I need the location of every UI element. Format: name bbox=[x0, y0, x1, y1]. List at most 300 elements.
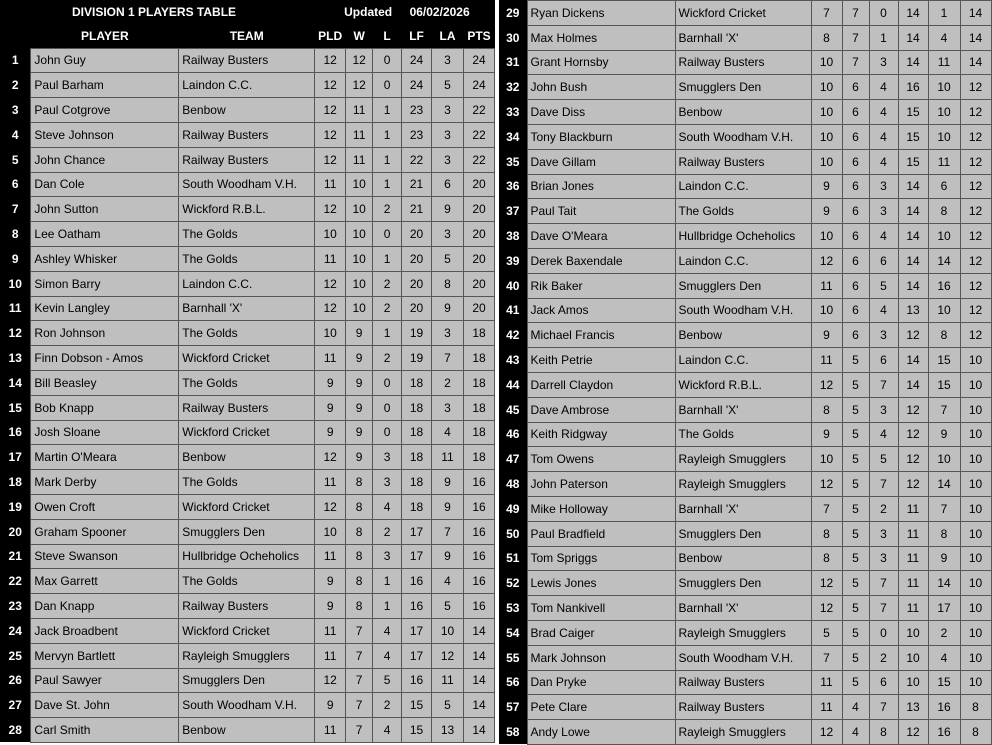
legs-for: 18 bbox=[402, 494, 432, 519]
player-name: Dan Cole bbox=[31, 172, 179, 197]
player-name: Paul Sawyer bbox=[31, 668, 179, 693]
wins-count: 9 bbox=[346, 321, 373, 346]
legs-against: 11 bbox=[432, 668, 464, 693]
table-row bbox=[0, 246, 495, 271]
losses-count: 2 bbox=[373, 693, 402, 718]
wins-count: 7 bbox=[346, 693, 373, 718]
legs-for: 18 bbox=[402, 420, 432, 445]
team-name: Rayleigh Smugglers bbox=[675, 447, 811, 472]
position-number: 35 bbox=[499, 149, 527, 174]
team-name: Railway Busters bbox=[675, 670, 811, 695]
table-row bbox=[499, 571, 991, 596]
played-count: 11 bbox=[811, 695, 842, 720]
legs-for: 13 bbox=[898, 298, 928, 323]
points: 20 bbox=[463, 197, 494, 222]
position-number: 7 bbox=[0, 197, 31, 222]
legs-for: 11 bbox=[898, 571, 928, 596]
wins-count: 8 bbox=[346, 494, 373, 519]
team-name: Barnhall 'X' bbox=[675, 397, 811, 422]
team-name: Wickford Cricket bbox=[179, 420, 315, 445]
points: 10 bbox=[960, 496, 991, 521]
col-header-team: TEAM bbox=[179, 24, 315, 48]
points: 20 bbox=[463, 296, 494, 321]
played-count: 11 bbox=[315, 544, 346, 569]
player-name: Max Garrett bbox=[31, 569, 179, 594]
position-number: 27 bbox=[0, 693, 31, 718]
position-number: 42 bbox=[499, 323, 527, 348]
wins-count: 5 bbox=[842, 496, 869, 521]
losses-count: 3 bbox=[869, 323, 898, 348]
table-row bbox=[0, 271, 495, 296]
table-row bbox=[0, 718, 495, 743]
played-count: 5 bbox=[811, 620, 842, 645]
wins-count: 8 bbox=[346, 544, 373, 569]
legs-against: 11 bbox=[928, 149, 960, 174]
team-name: South Woodham V.H. bbox=[675, 124, 811, 149]
legs-for: 16 bbox=[402, 594, 432, 619]
legs-for: 14 bbox=[898, 372, 928, 397]
position-number: 57 bbox=[499, 695, 527, 720]
played-count: 11 bbox=[315, 618, 346, 643]
col-header-pts: PTS bbox=[463, 24, 494, 48]
points: 18 bbox=[463, 445, 494, 470]
team-name: Rayleigh Smugglers bbox=[675, 720, 811, 745]
points: 12 bbox=[960, 174, 991, 199]
wins-count: 4 bbox=[842, 720, 869, 745]
wins-count: 7 bbox=[346, 618, 373, 643]
team-name: Laindon C.C. bbox=[675, 174, 811, 199]
played-count: 12 bbox=[315, 73, 346, 98]
legs-for: 20 bbox=[402, 222, 432, 247]
position-number: 25 bbox=[0, 643, 31, 668]
position-number: 19 bbox=[0, 494, 31, 519]
points: 10 bbox=[960, 546, 991, 571]
points: 10 bbox=[960, 348, 991, 373]
position-number: 55 bbox=[499, 645, 527, 670]
legs-for: 14 bbox=[898, 1, 928, 26]
table-row bbox=[0, 73, 495, 98]
team-name: The Golds bbox=[179, 246, 315, 271]
points: 12 bbox=[960, 124, 991, 149]
col-header-pld: PLD bbox=[315, 24, 346, 48]
team-name: Railway Busters bbox=[179, 122, 315, 147]
wins-count: 10 bbox=[346, 246, 373, 271]
updated-date: 06/02/2026 bbox=[402, 0, 495, 24]
table-row bbox=[499, 620, 991, 645]
player-name: Carl Smith bbox=[31, 718, 179, 743]
legs-against: 3 bbox=[432, 122, 464, 147]
losses-count: 4 bbox=[869, 298, 898, 323]
position-number: 6 bbox=[0, 172, 31, 197]
played-count: 8 bbox=[811, 25, 842, 50]
position-number: 34 bbox=[499, 124, 527, 149]
losses-count: 4 bbox=[869, 75, 898, 100]
points: 10 bbox=[960, 670, 991, 695]
wins-count: 9 bbox=[346, 370, 373, 395]
legs-against: 16 bbox=[928, 695, 960, 720]
points: 24 bbox=[463, 48, 494, 73]
player-name: Lewis Jones bbox=[527, 571, 675, 596]
legs-for: 15 bbox=[402, 718, 432, 743]
player-name: Tom Owens bbox=[527, 447, 675, 472]
right-standings-panel bbox=[499, 0, 992, 739]
position-number: 10 bbox=[0, 271, 31, 296]
legs-against: 14 bbox=[928, 571, 960, 596]
played-count: 10 bbox=[811, 124, 842, 149]
losses-count: 5 bbox=[869, 447, 898, 472]
team-name: Railway Busters bbox=[179, 48, 315, 73]
legs-against: 4 bbox=[928, 645, 960, 670]
legs-for: 20 bbox=[402, 271, 432, 296]
player-name: Max Holmes bbox=[527, 25, 675, 50]
position-number: 38 bbox=[499, 224, 527, 249]
played-count: 9 bbox=[315, 594, 346, 619]
legs-against: 8 bbox=[928, 323, 960, 348]
points: 24 bbox=[463, 73, 494, 98]
legs-against: 14 bbox=[928, 472, 960, 497]
points: 12 bbox=[960, 273, 991, 298]
table-row bbox=[0, 445, 495, 470]
position-number: 18 bbox=[0, 470, 31, 495]
points: 18 bbox=[463, 346, 494, 371]
team-name: Smugglers Den bbox=[675, 571, 811, 596]
legs-against: 13 bbox=[432, 718, 464, 743]
table-row bbox=[499, 720, 991, 745]
legs-against: 11 bbox=[432, 445, 464, 470]
team-name: The Golds bbox=[179, 569, 315, 594]
wins-count: 5 bbox=[842, 397, 869, 422]
losses-count: 0 bbox=[373, 222, 402, 247]
wins-count: 5 bbox=[842, 521, 869, 546]
wins-count: 5 bbox=[842, 546, 869, 571]
legs-against: 7 bbox=[928, 397, 960, 422]
table-row bbox=[0, 420, 495, 445]
legs-for: 11 bbox=[898, 521, 928, 546]
team-name: Benbow bbox=[675, 546, 811, 571]
team-name: Benbow bbox=[179, 718, 315, 743]
legs-for: 14 bbox=[898, 224, 928, 249]
col-header-l: L bbox=[373, 24, 402, 48]
player-name: Derek Baxendale bbox=[527, 248, 675, 273]
played-count: 12 bbox=[315, 445, 346, 470]
legs-for: 18 bbox=[402, 370, 432, 395]
table-row bbox=[499, 248, 991, 273]
losses-count: 4 bbox=[869, 100, 898, 125]
table-row bbox=[0, 172, 495, 197]
legs-against: 10 bbox=[432, 618, 464, 643]
losses-count: 8 bbox=[869, 720, 898, 745]
played-count: 11 bbox=[315, 346, 346, 371]
points: 20 bbox=[463, 172, 494, 197]
legs-against: 15 bbox=[928, 372, 960, 397]
position-number: 39 bbox=[499, 248, 527, 273]
column-header-row bbox=[0, 24, 495, 48]
team-name: South Woodham V.H. bbox=[675, 645, 811, 670]
table-row bbox=[0, 122, 495, 147]
team-name: Railway Busters bbox=[179, 594, 315, 619]
points: 8 bbox=[960, 695, 991, 720]
position-number: 13 bbox=[0, 346, 31, 371]
legs-against: 11 bbox=[928, 50, 960, 75]
player-name: Dave O'Meara bbox=[527, 224, 675, 249]
legs-for: 17 bbox=[402, 618, 432, 643]
team-name: Wickford Cricket bbox=[675, 1, 811, 26]
losses-count: 1 bbox=[373, 246, 402, 271]
losses-count: 3 bbox=[869, 397, 898, 422]
points: 10 bbox=[960, 422, 991, 447]
team-name: The Golds bbox=[675, 199, 811, 224]
points: 14 bbox=[960, 50, 991, 75]
team-name: Smugglers Den bbox=[675, 75, 811, 100]
legs-against: 8 bbox=[432, 271, 464, 296]
legs-against: 8 bbox=[928, 521, 960, 546]
points: 12 bbox=[960, 75, 991, 100]
player-name: Tony Blackburn bbox=[527, 124, 675, 149]
losses-count: 6 bbox=[869, 248, 898, 273]
table-row bbox=[0, 668, 495, 693]
table-row bbox=[0, 147, 495, 172]
legs-for: 14 bbox=[898, 174, 928, 199]
points: 14 bbox=[463, 618, 494, 643]
losses-count: 1 bbox=[373, 98, 402, 123]
legs-for: 24 bbox=[402, 48, 432, 73]
legs-against: 6 bbox=[928, 174, 960, 199]
team-name: Hullbridge Ocheholics bbox=[179, 544, 315, 569]
played-count: 10 bbox=[315, 519, 346, 544]
legs-against: 15 bbox=[928, 670, 960, 695]
player-name: Steve Johnson bbox=[31, 122, 179, 147]
played-count: 7 bbox=[811, 1, 842, 26]
points: 16 bbox=[463, 594, 494, 619]
position-number: 3 bbox=[0, 98, 31, 123]
played-count: 9 bbox=[315, 693, 346, 718]
player-name: Mike Holloway bbox=[527, 496, 675, 521]
points: 12 bbox=[960, 224, 991, 249]
losses-count: 1 bbox=[373, 321, 402, 346]
player-name: Martin O'Meara bbox=[31, 445, 179, 470]
table-row bbox=[0, 370, 495, 395]
losses-count: 5 bbox=[869, 273, 898, 298]
losses-count: 4 bbox=[373, 643, 402, 668]
team-name: Barnhall 'X' bbox=[675, 25, 811, 50]
legs-for: 12 bbox=[898, 472, 928, 497]
player-name: Bob Knapp bbox=[31, 395, 179, 420]
right-standings-table bbox=[499, 0, 992, 745]
table-row bbox=[499, 670, 991, 695]
team-name: Benbow bbox=[675, 100, 811, 125]
position-number: 2 bbox=[0, 73, 31, 98]
position-number: 14 bbox=[0, 370, 31, 395]
table-row bbox=[499, 422, 991, 447]
player-name: Lee Oatham bbox=[31, 222, 179, 247]
table-row bbox=[499, 472, 991, 497]
wins-count: 8 bbox=[346, 569, 373, 594]
losses-count: 3 bbox=[869, 521, 898, 546]
points: 14 bbox=[960, 1, 991, 26]
player-name: Mark Derby bbox=[31, 470, 179, 495]
player-name: Pete Clare bbox=[527, 695, 675, 720]
losses-count: 7 bbox=[869, 472, 898, 497]
legs-for: 17 bbox=[402, 544, 432, 569]
legs-for: 12 bbox=[898, 720, 928, 745]
losses-count: 1 bbox=[869, 25, 898, 50]
legs-against: 7 bbox=[432, 519, 464, 544]
legs-against: 3 bbox=[432, 222, 464, 247]
legs-for: 21 bbox=[402, 172, 432, 197]
player-name: John Bush bbox=[527, 75, 675, 100]
player-name: Michael Francis bbox=[527, 323, 675, 348]
legs-for: 12 bbox=[898, 323, 928, 348]
team-name: Rayleigh Smugglers bbox=[179, 643, 315, 668]
position-number: 58 bbox=[499, 720, 527, 745]
wins-count: 11 bbox=[346, 98, 373, 123]
legs-for: 11 bbox=[898, 496, 928, 521]
position-number: 48 bbox=[499, 472, 527, 497]
position-number: 40 bbox=[499, 273, 527, 298]
wins-count: 10 bbox=[346, 172, 373, 197]
legs-for: 21 bbox=[402, 197, 432, 222]
player-name: Jack Amos bbox=[527, 298, 675, 323]
legs-for: 14 bbox=[898, 25, 928, 50]
points: 14 bbox=[463, 693, 494, 718]
legs-for: 20 bbox=[402, 246, 432, 271]
played-count: 10 bbox=[811, 224, 842, 249]
player-name: Dave Ambrose bbox=[527, 397, 675, 422]
team-name: The Golds bbox=[675, 422, 811, 447]
table-row bbox=[499, 496, 991, 521]
position-number: 24 bbox=[0, 618, 31, 643]
player-name: Ron Johnson bbox=[31, 321, 179, 346]
played-count: 12 bbox=[315, 98, 346, 123]
losses-count: 5 bbox=[373, 668, 402, 693]
wins-count: 12 bbox=[346, 48, 373, 73]
position-number: 31 bbox=[499, 50, 527, 75]
wins-count: 10 bbox=[346, 271, 373, 296]
team-name: Laindon C.C. bbox=[675, 348, 811, 373]
table-row bbox=[499, 100, 991, 125]
losses-count: 0 bbox=[373, 48, 402, 73]
team-name: Wickford R.B.L. bbox=[675, 372, 811, 397]
table-row bbox=[499, 521, 991, 546]
player-name: Tom Nankivell bbox=[527, 596, 675, 621]
table-row bbox=[0, 48, 495, 73]
team-name: Laindon C.C. bbox=[675, 248, 811, 273]
played-count: 12 bbox=[315, 271, 346, 296]
points: 10 bbox=[960, 472, 991, 497]
player-name: John Guy bbox=[31, 48, 179, 73]
table-row bbox=[499, 298, 991, 323]
team-name: Benbow bbox=[179, 445, 315, 470]
played-count: 9 bbox=[315, 569, 346, 594]
position-number: 44 bbox=[499, 372, 527, 397]
wins-count: 6 bbox=[842, 248, 869, 273]
losses-count: 0 bbox=[373, 395, 402, 420]
points: 22 bbox=[463, 147, 494, 172]
legs-for: 23 bbox=[402, 122, 432, 147]
position-number: 30 bbox=[499, 25, 527, 50]
wins-count: 9 bbox=[346, 346, 373, 371]
player-name: Mark Johnson bbox=[527, 645, 675, 670]
player-name: Finn Dobson - Amos bbox=[31, 346, 179, 371]
wins-count: 6 bbox=[842, 199, 869, 224]
losses-count: 0 bbox=[373, 420, 402, 445]
played-count: 10 bbox=[315, 222, 346, 247]
team-name: The Golds bbox=[179, 321, 315, 346]
legs-against: 2 bbox=[928, 620, 960, 645]
player-name: Kevin Langley bbox=[31, 296, 179, 321]
player-name: Dave St. John bbox=[31, 693, 179, 718]
legs-against: 4 bbox=[432, 569, 464, 594]
played-count: 9 bbox=[811, 323, 842, 348]
points: 10 bbox=[960, 372, 991, 397]
played-count: 11 bbox=[811, 348, 842, 373]
losses-count: 4 bbox=[869, 422, 898, 447]
player-name: John Paterson bbox=[527, 472, 675, 497]
legs-against: 4 bbox=[432, 420, 464, 445]
legs-for: 18 bbox=[402, 470, 432, 495]
legs-against: 9 bbox=[432, 544, 464, 569]
points: 18 bbox=[463, 370, 494, 395]
table-row bbox=[499, 546, 991, 571]
points: 10 bbox=[960, 521, 991, 546]
table-row bbox=[499, 149, 991, 174]
wins-count: 6 bbox=[842, 174, 869, 199]
team-name: Rayleigh Smugglers bbox=[675, 620, 811, 645]
legs-against: 1 bbox=[928, 1, 960, 26]
team-name: The Golds bbox=[179, 222, 315, 247]
table-row bbox=[499, 372, 991, 397]
legs-against: 14 bbox=[928, 248, 960, 273]
wins-count: 5 bbox=[842, 447, 869, 472]
legs-for: 14 bbox=[898, 199, 928, 224]
player-name: Grant Hornsby bbox=[527, 50, 675, 75]
played-count: 12 bbox=[811, 372, 842, 397]
played-count: 10 bbox=[811, 149, 842, 174]
legs-for: 23 bbox=[402, 98, 432, 123]
table-title: DIVISION 1 PLAYERS TABLE bbox=[0, 0, 315, 24]
legs-against: 10 bbox=[928, 298, 960, 323]
legs-against: 10 bbox=[928, 124, 960, 149]
team-name: Railway Busters bbox=[675, 149, 811, 174]
losses-count: 2 bbox=[869, 496, 898, 521]
team-name: Barnhall 'X' bbox=[179, 296, 315, 321]
losses-count: 4 bbox=[869, 124, 898, 149]
legs-for: 12 bbox=[898, 447, 928, 472]
player-name: Owen Croft bbox=[31, 494, 179, 519]
points: 16 bbox=[463, 470, 494, 495]
position-number: 46 bbox=[499, 422, 527, 447]
legs-for: 18 bbox=[402, 395, 432, 420]
legs-against: 10 bbox=[928, 447, 960, 472]
played-count: 8 bbox=[811, 546, 842, 571]
table-row bbox=[0, 643, 495, 668]
played-count: 12 bbox=[315, 197, 346, 222]
played-count: 12 bbox=[315, 48, 346, 73]
table-row bbox=[0, 693, 495, 718]
losses-count: 4 bbox=[373, 718, 402, 743]
losses-count: 4 bbox=[373, 618, 402, 643]
legs-for: 17 bbox=[402, 643, 432, 668]
wins-count: 5 bbox=[842, 348, 869, 373]
table-row bbox=[0, 321, 495, 346]
wins-count: 9 bbox=[346, 395, 373, 420]
played-count: 9 bbox=[811, 199, 842, 224]
position-number: 5 bbox=[0, 147, 31, 172]
player-name: Andy Lowe bbox=[527, 720, 675, 745]
team-name: Wickford Cricket bbox=[179, 346, 315, 371]
losses-count: 2 bbox=[373, 271, 402, 296]
position-number: 11 bbox=[0, 296, 31, 321]
